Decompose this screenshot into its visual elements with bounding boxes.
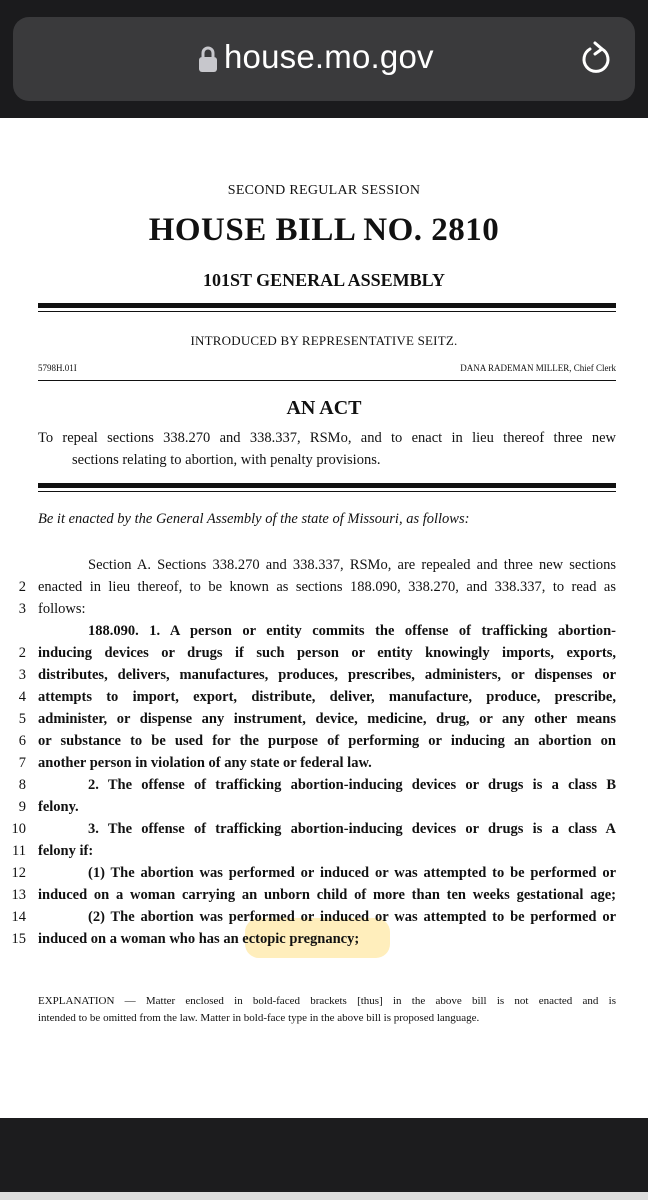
- line-number: 9: [18, 799, 26, 815]
- section-line: 3. The offense of trafficking abortion-inducing devices or drugs is a class A: [88, 821, 616, 837]
- section-line: 2. The offense of trafficking abortion-inducing devices or drugs is a class B: [88, 777, 616, 793]
- browser-bottom-bar: [0, 1118, 648, 1200]
- line-number: 2: [18, 579, 26, 595]
- divider: [38, 303, 616, 308]
- section-line: felony.: [38, 799, 79, 815]
- line-number: 13: [11, 887, 26, 903]
- section-line: felony if:: [38, 843, 94, 859]
- section-line: (1) The abortion was performed or induced or was attempted to be performed or: [88, 865, 616, 881]
- line-number: 2: [18, 645, 26, 661]
- section-line: 188.090. 1. A person or entity commits the offense of trafficking abortion-: [88, 623, 616, 639]
- section-a-line: enacted in lieu thereof, to be known as sections 188.090, 338.270, and 338.337, to read as: [38, 579, 616, 595]
- line-number: 11: [12, 843, 26, 859]
- act-title-line: sections relating to abortion, with penalty provisions.: [72, 452, 381, 468]
- address-bar-url[interactable]: house.mo.gov: [224, 38, 434, 75]
- section-line: another person in violation of any state or federal law.: [38, 755, 372, 771]
- section-line: or substance to be used for the purpose of performing or inducing an abortion on: [38, 733, 616, 749]
- assembly-label: 101ST GENERAL ASSEMBLY: [202, 270, 446, 290]
- home-indicator: [0, 1192, 648, 1200]
- bill-code: 5798H.01I: [38, 363, 77, 373]
- section-line: induced on a woman who has an ectopic pregnancy;: [38, 931, 360, 947]
- act-title-line: To repeal sections 338.270 and 338.337, RSMo, and to enact in lieu thereof three new: [38, 430, 616, 446]
- section-a-line: Section A. Sections 338.270 and 338.337, RSMo, are repealed and three new sections: [88, 557, 616, 573]
- section-line: distributes, delivers, manufactures, produces, prescribes, administers, or dispenses or: [38, 667, 616, 683]
- section-line: attempts to import, export, distribute, deliver, manufacture, produce, prescribe,: [38, 689, 616, 705]
- section-a-line: follows:: [38, 601, 86, 617]
- divider: [38, 483, 616, 488]
- act-heading: AN ACT: [286, 397, 362, 419]
- line-number: 4: [18, 689, 26, 705]
- browser-toolbar: [0, 0, 648, 118]
- line-number: 3: [18, 601, 26, 617]
- section-line: (2) The abortion was performed or induced or was attempted to be performed or: [88, 909, 616, 925]
- introduced-by: INTRODUCED BY REPRESENTATIVE SEITZ.: [190, 333, 458, 348]
- lock-icon: [198, 45, 218, 73]
- divider: [38, 491, 616, 492]
- explanation-line: EXPLANATION — Matter enclosed in bold-faced brackets [thus] in the above bill is not enacted and is: [38, 995, 616, 1007]
- section-line: induced on a woman carrying an unborn child of more than ten weeks gestational age;: [38, 887, 616, 903]
- line-number: 5: [18, 711, 26, 727]
- line-number: 8: [18, 777, 26, 793]
- line-number: 6: [18, 733, 26, 749]
- line-number: 15: [11, 931, 26, 947]
- line-number: 14: [11, 909, 26, 925]
- line-number: 10: [11, 821, 26, 837]
- line-number: 12: [11, 865, 26, 881]
- bill-title: HOUSE BILL NO. 2810: [148, 212, 500, 248]
- document-page: [0, 118, 648, 1118]
- session-label: SECOND REGULAR SESSION: [227, 183, 421, 198]
- explanation-line: intended to be omitted from the law. Matter in bold-face type in the above bill is proposed language.: [38, 1012, 480, 1024]
- chief-clerk: DANA RADEMAN MILLER, Chief Clerk: [460, 363, 616, 373]
- divider: [38, 311, 616, 312]
- line-number: 3: [18, 667, 26, 683]
- line-number: 7: [18, 755, 26, 771]
- enacting-clause: Be it enacted by the General Assembly of the state of Missouri, as follows:: [38, 511, 470, 527]
- section-line: administer, or dispense any instrument, device, medicine, drug, or any other means: [38, 711, 616, 727]
- section-line: inducing devices or drugs if such person or entity knowingly imports, exports,: [38, 645, 616, 661]
- divider: [38, 380, 616, 381]
- reload-icon[interactable]: [578, 40, 614, 76]
